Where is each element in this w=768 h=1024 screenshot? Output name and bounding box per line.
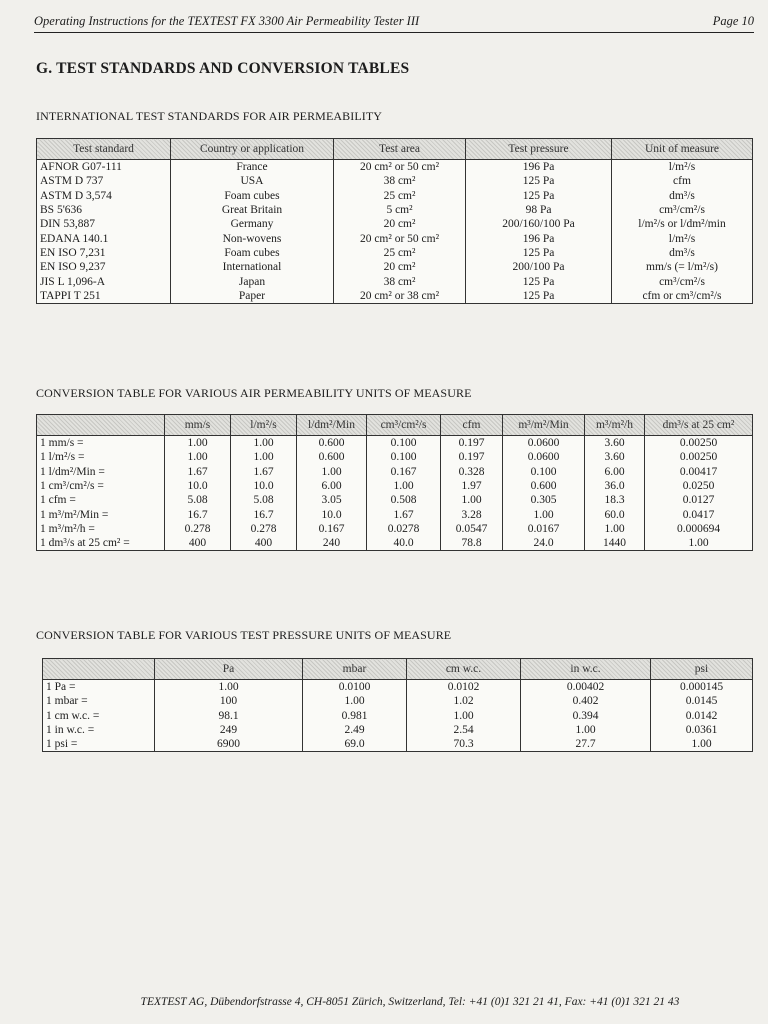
- table-cell: 0.278: [165, 522, 231, 536]
- row-label-cell: EN ISO 9,237: [37, 260, 171, 274]
- table-cell: 1.00: [367, 479, 441, 493]
- table-cell: 2.49: [303, 723, 407, 737]
- table-cell: 70.3: [407, 737, 521, 752]
- table-cell: 0.00417: [645, 465, 753, 479]
- table-cell: 2.54: [407, 723, 521, 737]
- table-row: [37, 493, 753, 507]
- table-cell: 0.328: [441, 465, 503, 479]
- table-cell: dm³/s: [612, 189, 753, 203]
- row-label-cell: ASTM D 3,574: [37, 189, 171, 203]
- table-cell: 0.0100: [303, 680, 407, 695]
- table-cell: 0.00402: [521, 680, 651, 695]
- table-row: [37, 436, 753, 451]
- table-row: [37, 465, 753, 479]
- table-header-row: [37, 415, 753, 436]
- table-cell: 0.278: [231, 522, 297, 536]
- row-label-cell: JIS L 1,096-A: [37, 274, 171, 288]
- table-cell: 1.97: [441, 479, 503, 493]
- table-cell: 20 cm²: [334, 260, 466, 274]
- table-cell: 1.67: [367, 507, 441, 521]
- column-header: psi: [651, 659, 753, 680]
- table-cell: 125 Pa: [466, 246, 612, 260]
- table-cell: Foam cubes: [171, 246, 334, 260]
- row-label-cell: DIN 53,887: [37, 217, 171, 231]
- table-cell: 1.00: [231, 450, 297, 464]
- table-cell: 0.0167: [503, 522, 585, 536]
- table-cell: 200/100 Pa: [466, 260, 612, 274]
- table-row: [37, 536, 753, 551]
- table-cell: 10.0: [165, 479, 231, 493]
- column-header: cfm: [441, 415, 503, 436]
- table-cell: 0.000694: [645, 522, 753, 536]
- table-cell: USA: [171, 174, 334, 188]
- footer-address: TEXTEST AG, Dübendorfstrasse 4, CH-8051 Zürich, Switzerland, Tel: +41 (0)1 321 21 41, Fax: +41 (0)1 321 21 43: [140, 996, 680, 1008]
- table-row: [43, 737, 753, 752]
- table-cell: 3.60: [585, 436, 645, 451]
- air-permeability-table-title: CONVERSION TABLE FOR VARIOUS AIR PERMEABILITY UNITS OF MEASURE: [36, 386, 472, 400]
- table-cell: 1.00: [231, 436, 297, 451]
- table-cell: 38 cm²: [334, 174, 466, 188]
- table-row: [37, 246, 753, 260]
- table-cell: 78.8: [441, 536, 503, 551]
- table-cell: mm/s (= l/m²/s): [612, 260, 753, 274]
- table-cell: 0.00250: [645, 436, 753, 451]
- table-cell: 1.67: [165, 465, 231, 479]
- table-cell: 196 Pa: [466, 160, 612, 175]
- table-cell: Germany: [171, 217, 334, 231]
- column-header: cm w.c.: [407, 659, 521, 680]
- table-cell: 0.0250: [645, 479, 753, 493]
- table-cell: 1440: [585, 536, 645, 551]
- row-label-cell: EDANA 140.1: [37, 231, 171, 245]
- table-row: [43, 723, 753, 737]
- air-permeability-conversion-table: [36, 414, 753, 551]
- table-cell: 1.00: [441, 493, 503, 507]
- table-cell: 0.981: [303, 709, 407, 723]
- row-label-cell: 1 psi =: [43, 737, 155, 752]
- table-cell: Foam cubes: [171, 189, 334, 203]
- table-cell: 3.28: [441, 507, 503, 521]
- table-cell: 0.600: [503, 479, 585, 493]
- column-header: l/dm²/Min: [297, 415, 367, 436]
- row-label-cell: ASTM D 737: [37, 174, 171, 188]
- table-cell: 0.0600: [503, 436, 585, 451]
- table-cell: 3.05: [297, 493, 367, 507]
- column-header: m³/m²/h: [585, 415, 645, 436]
- page-number: Page 10: [712, 14, 754, 28]
- table-cell: International: [171, 260, 334, 274]
- table-cell: 1.02: [407, 694, 521, 708]
- table-row: [37, 289, 753, 304]
- table-cell: 400: [231, 536, 297, 551]
- row-label-cell: EN ISO 7,231: [37, 246, 171, 260]
- table-cell: 20 cm² or 50 cm²: [334, 231, 466, 245]
- table-cell: 0.394: [521, 709, 651, 723]
- table-row: [37, 450, 753, 464]
- table-cell: 0.305: [503, 493, 585, 507]
- table-cell: 16.7: [231, 507, 297, 521]
- table-cell: 0.0102: [407, 680, 521, 695]
- table-cell: 20 cm² or 38 cm²: [334, 289, 466, 304]
- table-cell: 0.0127: [645, 493, 753, 507]
- table-header-row: [43, 659, 753, 680]
- table-cell: 25 cm²: [334, 189, 466, 203]
- table-cell: 98 Pa: [466, 203, 612, 217]
- table-cell: 0.600: [297, 436, 367, 451]
- row-label-cell: 1 m³/m²/Min =: [37, 507, 165, 521]
- column-header: Test area: [334, 139, 466, 160]
- table-cell: Japan: [171, 274, 334, 288]
- table-cell: 0.0142: [651, 709, 753, 723]
- table-cell: 0.0361: [651, 723, 753, 737]
- table-cell: Great Britain: [171, 203, 334, 217]
- table-cell: 40.0: [367, 536, 441, 551]
- table-cell: 0.100: [503, 465, 585, 479]
- table-row: [43, 709, 753, 723]
- row-label-cell: TAPPI T 251: [37, 289, 171, 304]
- column-header: [37, 415, 165, 436]
- table-cell: l/m²/s: [612, 160, 753, 175]
- column-header: l/m²/s: [231, 415, 297, 436]
- table-cell: 5.08: [165, 493, 231, 507]
- table-cell: 125 Pa: [466, 289, 612, 304]
- table-cell: cfm: [612, 174, 753, 188]
- table-cell: 100: [155, 694, 303, 708]
- row-label-cell: 1 cm w.c. =: [43, 709, 155, 723]
- column-header: Pa: [155, 659, 303, 680]
- table-row: [37, 274, 753, 288]
- table-row: [37, 522, 753, 536]
- column-header: Country or application: [171, 139, 334, 160]
- row-label-cell: 1 dm³/s at 25 cm² =: [37, 536, 165, 551]
- table-cell: 1.67: [231, 465, 297, 479]
- table-cell: l/m²/s or l/dm²/min: [612, 217, 753, 231]
- table-header-row: [37, 139, 753, 160]
- table-cell: 10.0: [297, 507, 367, 521]
- table-cell: 125 Pa: [466, 189, 612, 203]
- table-cell: 3.60: [585, 450, 645, 464]
- table-cell: 24.0: [503, 536, 585, 551]
- table-cell: 5 cm²: [334, 203, 466, 217]
- table-cell: 10.0: [231, 479, 297, 493]
- column-header: m³/m²/Min: [503, 415, 585, 436]
- table-row: [37, 507, 753, 521]
- table-cell: Non-wovens: [171, 231, 334, 245]
- table-cell: 1.00: [155, 680, 303, 695]
- table-cell: 0.0145: [651, 694, 753, 708]
- table-row: [37, 160, 753, 175]
- header-title: Operating Instructions for the TEXTEST FX 3300 Air Permeability Tester III: [34, 14, 420, 28]
- table-cell: cfm or cm³/cm²/s: [612, 289, 753, 304]
- column-header: Unit of measure: [612, 139, 753, 160]
- column-header: Test standard: [37, 139, 171, 160]
- table-cell: dm³/s: [612, 246, 753, 260]
- table-cell: 0.167: [367, 465, 441, 479]
- table-cell: 1.00: [521, 723, 651, 737]
- table-cell: 125 Pa: [466, 174, 612, 188]
- row-label-cell: BS 5'636: [37, 203, 171, 217]
- row-label-cell: 1 l/m²/s =: [37, 450, 165, 464]
- table-cell: 20 cm²: [334, 217, 466, 231]
- table-cell: 249: [155, 723, 303, 737]
- column-header: mbar: [303, 659, 407, 680]
- column-header: cm³/cm²/s: [367, 415, 441, 436]
- section-title: G. TEST STANDARDS AND CONVERSION TABLES: [36, 60, 410, 77]
- table-cell: 98.1: [155, 709, 303, 723]
- table-cell: 0.0547: [441, 522, 503, 536]
- table-cell: 69.0: [303, 737, 407, 752]
- table-row: [37, 260, 753, 274]
- row-label-cell: 1 cm³/cm²/s =: [37, 479, 165, 493]
- table-cell: 0.197: [441, 436, 503, 451]
- test-pressure-conversion-table: [42, 658, 753, 752]
- column-header: dm³/s at 25 cm²: [645, 415, 753, 436]
- table-row: [37, 174, 753, 188]
- table-cell: 1.00: [165, 436, 231, 451]
- table-row: [37, 217, 753, 231]
- row-label-cell: AFNOR G07-111: [37, 160, 171, 175]
- table-cell: 0.0278: [367, 522, 441, 536]
- page-header: [34, 14, 754, 33]
- test-standards-table: [36, 138, 753, 304]
- table-cell: 1.00: [585, 522, 645, 536]
- table-cell: 1.00: [651, 737, 753, 752]
- table-cell: 200/160/100 Pa: [466, 217, 612, 231]
- table-cell: 36.0: [585, 479, 645, 493]
- row-label-cell: 1 Pa =: [43, 680, 155, 695]
- table-cell: 1.00: [297, 465, 367, 479]
- table-cell: 1.00: [303, 694, 407, 708]
- table-cell: 0.000145: [651, 680, 753, 695]
- table-cell: 0.100: [367, 436, 441, 451]
- table-cell: 0.508: [367, 493, 441, 507]
- table-cell: 196 Pa: [466, 231, 612, 245]
- table-cell: 16.7: [165, 507, 231, 521]
- standards-table-title: INTERNATIONAL TEST STANDARDS FOR AIR PERMEABILITY: [36, 109, 383, 123]
- table-cell: 0.197: [441, 450, 503, 464]
- table-row: [37, 479, 753, 493]
- table-row: [43, 680, 753, 695]
- row-label-cell: 1 mm/s =: [37, 436, 165, 451]
- table-row: [37, 231, 753, 245]
- table-cell: 27.7: [521, 737, 651, 752]
- table-cell: 0.167: [297, 522, 367, 536]
- pressure-table-title: CONVERSION TABLE FOR VARIOUS TEST PRESSURE UNITS OF MEASURE: [36, 628, 452, 642]
- table-cell: 125 Pa: [466, 274, 612, 288]
- column-header: mm/s: [165, 415, 231, 436]
- table-cell: 18.3: [585, 493, 645, 507]
- table-cell: cm³/cm²/s: [612, 203, 753, 217]
- table-cell: 0.0600: [503, 450, 585, 464]
- column-header: [43, 659, 155, 680]
- table-cell: 1.00: [503, 507, 585, 521]
- table-cell: 0.00250: [645, 450, 753, 464]
- row-label-cell: 1 m³/m²/h =: [37, 522, 165, 536]
- row-label-cell: 1 l/dm²/Min =: [37, 465, 165, 479]
- table-cell: 0.402: [521, 694, 651, 708]
- table-cell: Paper: [171, 289, 334, 304]
- column-header: Test pressure: [466, 139, 612, 160]
- table-cell: 38 cm²: [334, 274, 466, 288]
- table-cell: 0.100: [367, 450, 441, 464]
- table-cell: l/m²/s: [612, 231, 753, 245]
- row-label-cell: 1 in w.c. =: [43, 723, 155, 737]
- table-row: [37, 189, 753, 203]
- table-cell: 240: [297, 536, 367, 551]
- row-label-cell: 1 cfm =: [37, 493, 165, 507]
- table-cell: 1.00: [407, 709, 521, 723]
- table-cell: 5.08: [231, 493, 297, 507]
- table-cell: 0.0417: [645, 507, 753, 521]
- table-cell: cm³/cm²/s: [612, 274, 753, 288]
- table-cell: 1.00: [645, 536, 753, 551]
- row-label-cell: 1 mbar =: [43, 694, 155, 708]
- table-row: [43, 694, 753, 708]
- table-row: [37, 203, 753, 217]
- table-cell: 20 cm² or 50 cm²: [334, 160, 466, 175]
- table-cell: 25 cm²: [334, 246, 466, 260]
- column-header: in w.c.: [521, 659, 651, 680]
- table-cell: 60.0: [585, 507, 645, 521]
- table-cell: 0.600: [297, 450, 367, 464]
- table-cell: 6.00: [297, 479, 367, 493]
- table-cell: 6.00: [585, 465, 645, 479]
- table-cell: 6900: [155, 737, 303, 752]
- table-cell: France: [171, 160, 334, 175]
- table-cell: 400: [165, 536, 231, 551]
- table-cell: 1.00: [165, 450, 231, 464]
